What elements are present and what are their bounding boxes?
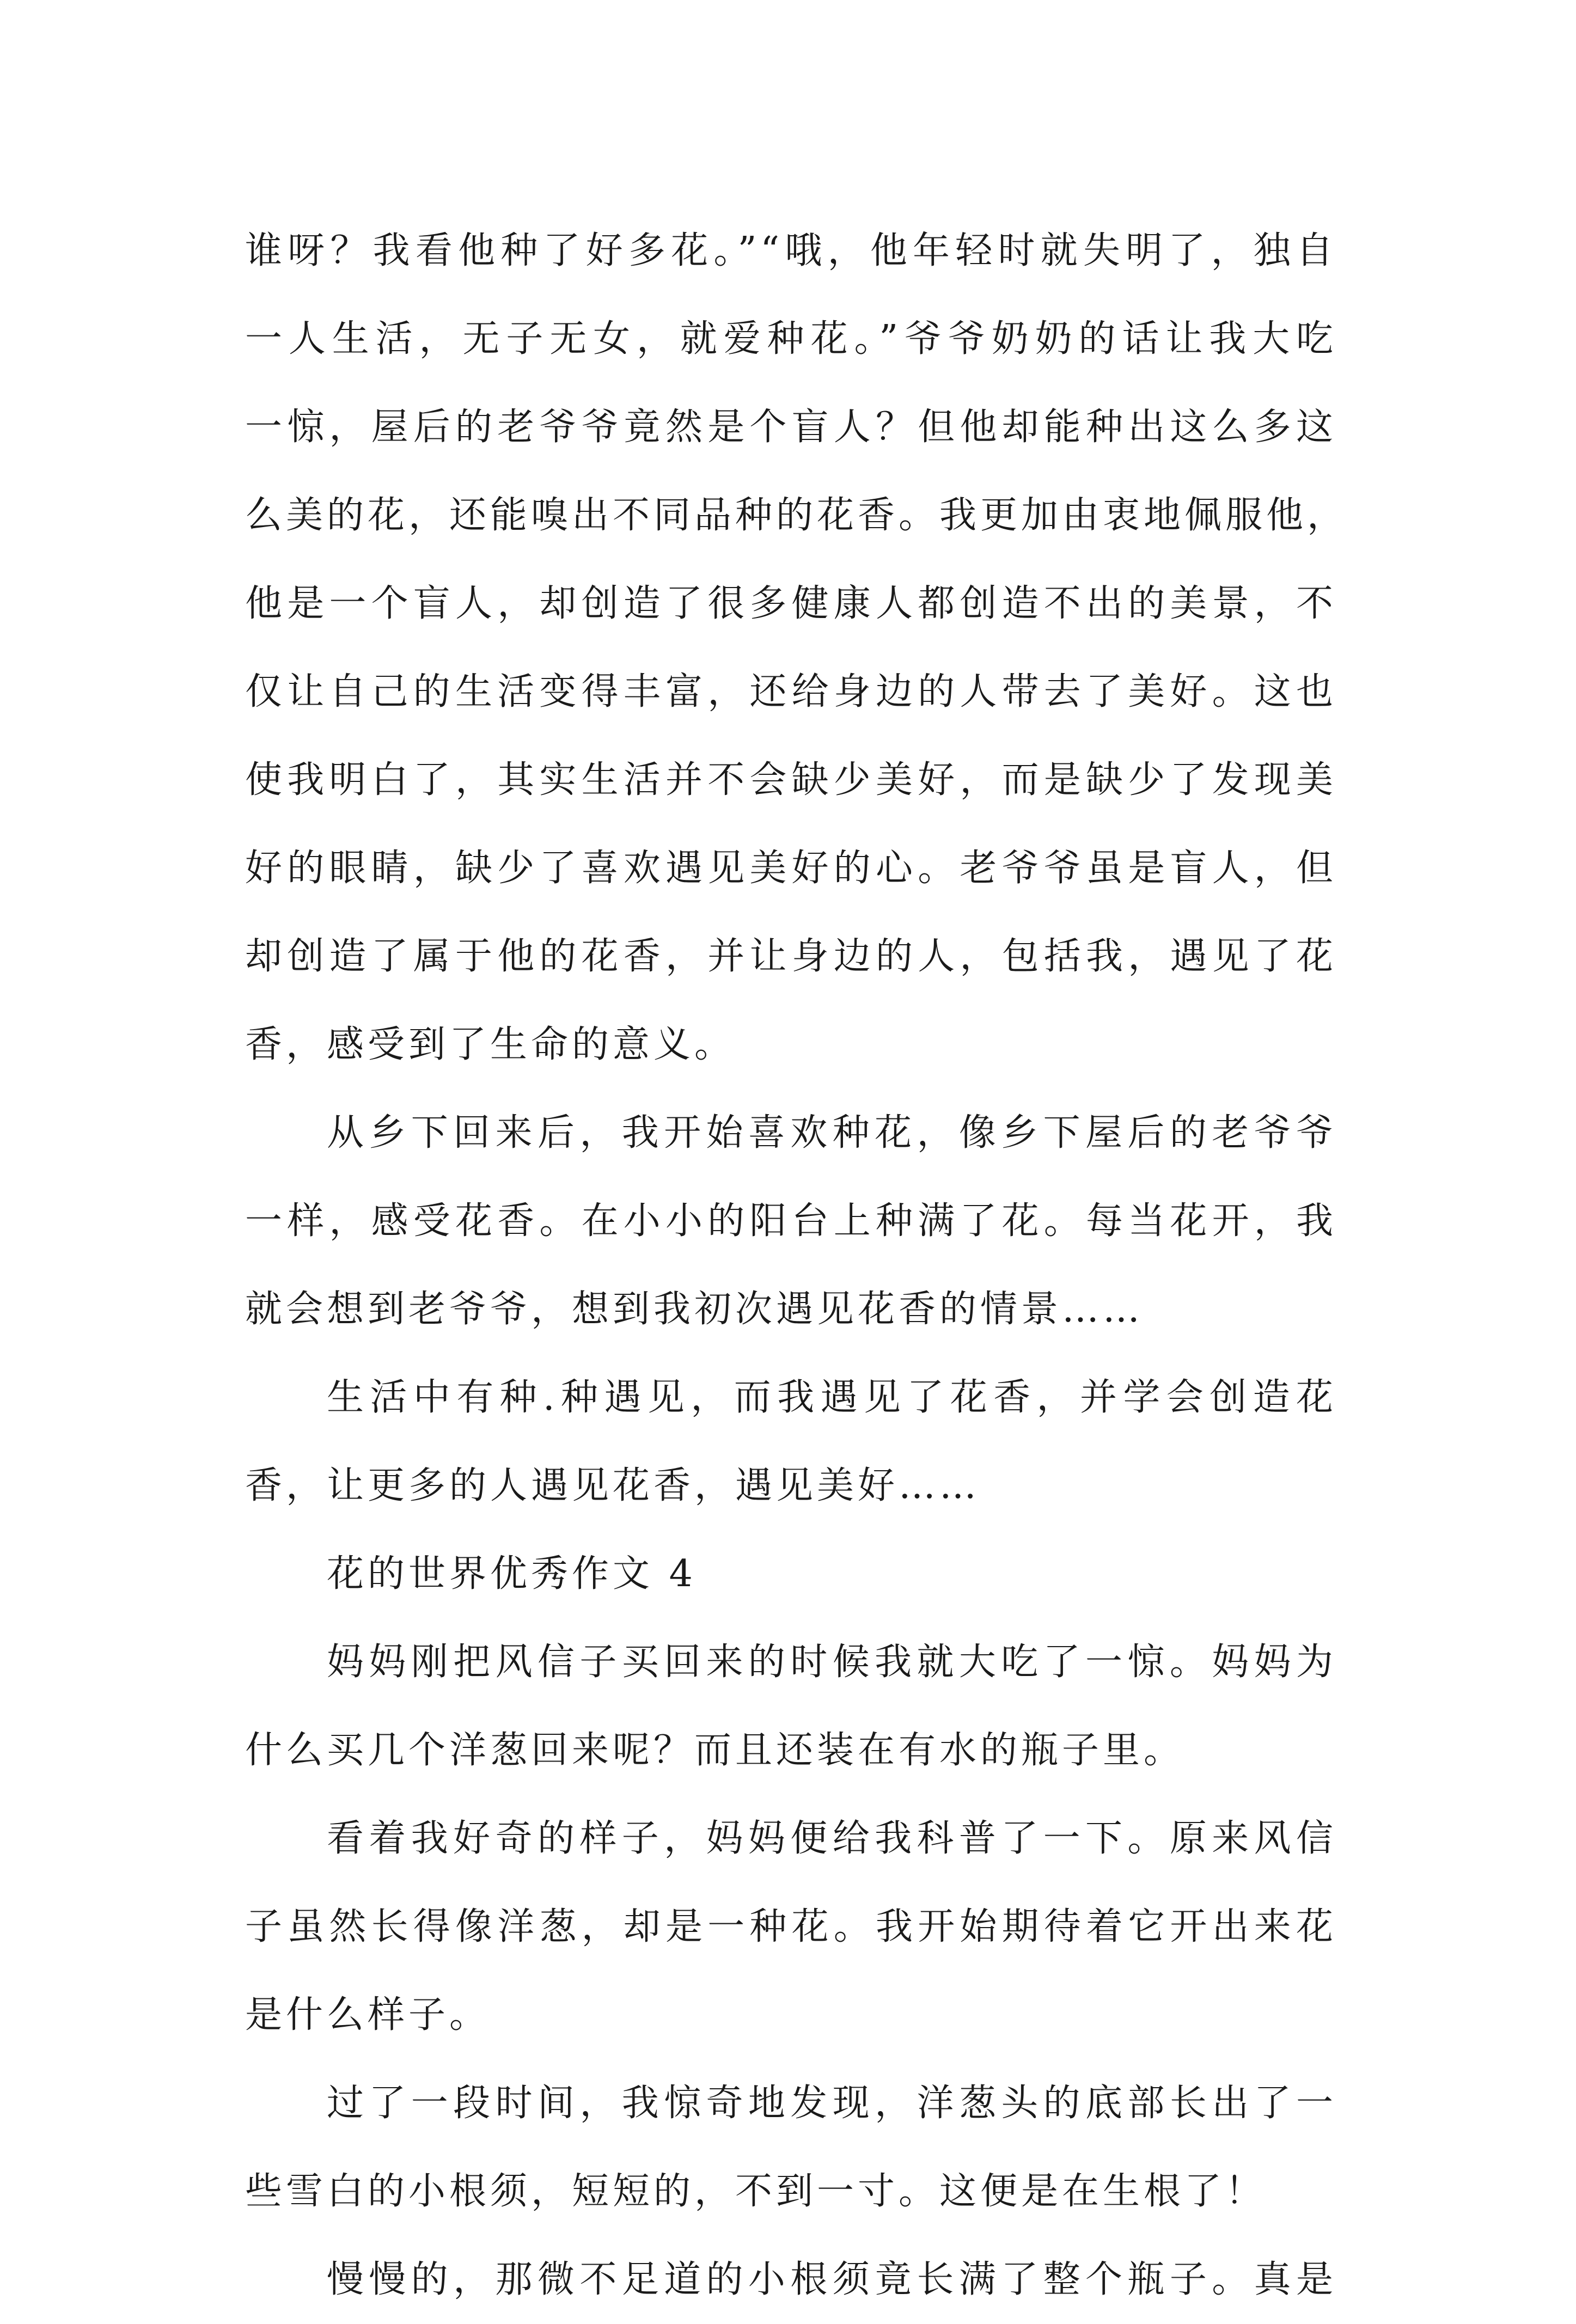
paragraph-start-line: 从乡下回来后，我开始喜欢种花，像乡下屋后的老爷爷	[327, 1111, 1337, 1154]
paragraph-start-line: 妈妈刚把风信子买回来的时候我就大吃了一惊。妈妈为	[327, 1641, 1337, 1684]
text-line: 子虽然长得像洋葱，却是一种花。我开始期待着它开出来花	[245, 1905, 1337, 1948]
text-line: 一人生活，无子无女，就爱种花。”爷爷奶奶的话让我大吃	[245, 317, 1337, 360]
section-heading: 花的世界优秀作文 4	[327, 1552, 697, 1595]
text-line: 一惊，屋后的老爷爷竟然是个盲人？但他却能种出这么多这	[245, 406, 1337, 449]
text-line: 什么买几个洋葱回来呢？而且还装在有水的瓶子里。	[245, 1729, 1185, 1772]
paragraph-start-line: 过了一段时间，我惊奇地发现，洋葱头的底部长出了一	[327, 2082, 1337, 2125]
text-line: 使我明白了，其实生活并不会缺少美好，而是缺少了发现美	[245, 759, 1337, 802]
text-line: 却创造了属于他的花香，并让身边的人，包括我，遇见了花	[245, 935, 1337, 978]
paragraph-start-line: 看着我好奇的样子，妈妈便给我科普了一下。原来风信	[327, 1817, 1337, 1860]
text-line: 一样，感受花香。在小小的阳台上种满了花。每当花开，我	[245, 1200, 1337, 1243]
text-line: 他是一个盲人，却创造了很多健康人都创造不出的美景，不	[245, 582, 1337, 625]
text-line: 就会想到老爷爷，想到我初次遇见花香的情景……	[245, 1288, 1144, 1331]
text-line: 么美的花，还能嗅出不同品种的花香。我更加由衷地佩服他，	[245, 494, 1348, 537]
text-line: 是什么样子。	[245, 1993, 491, 2036]
text-line: 香，让更多的人遇见花香，遇见美好……	[245, 1464, 981, 1507]
text-line: 谁呀？我看他种了好多花。”“哦，他年轻时就失明了，独自	[245, 229, 1337, 272]
paragraph-start-line: 慢慢的，那微不足道的小根须竟长满了整个瓶子。真是	[327, 2258, 1337, 2301]
text-line: 香，感受到了生命的意义。	[245, 1023, 736, 1066]
paragraph-start-line: 生活中有种.种遇见，而我遇见了花香，并学会创造花	[327, 1376, 1337, 1419]
essay-body	[245, 207, 1348, 2324]
text-line: 些雪白的小根须，短短的，不到一寸。这便是在生根了！	[245, 2170, 1267, 2213]
text-line: 好的眼睛，缺少了喜欢遇见美好的心。老爷爷虽是盲人，但	[245, 847, 1337, 890]
text-line: 仅让自己的生活变得丰富，还给身边的人带去了美好。这也	[245, 670, 1337, 713]
